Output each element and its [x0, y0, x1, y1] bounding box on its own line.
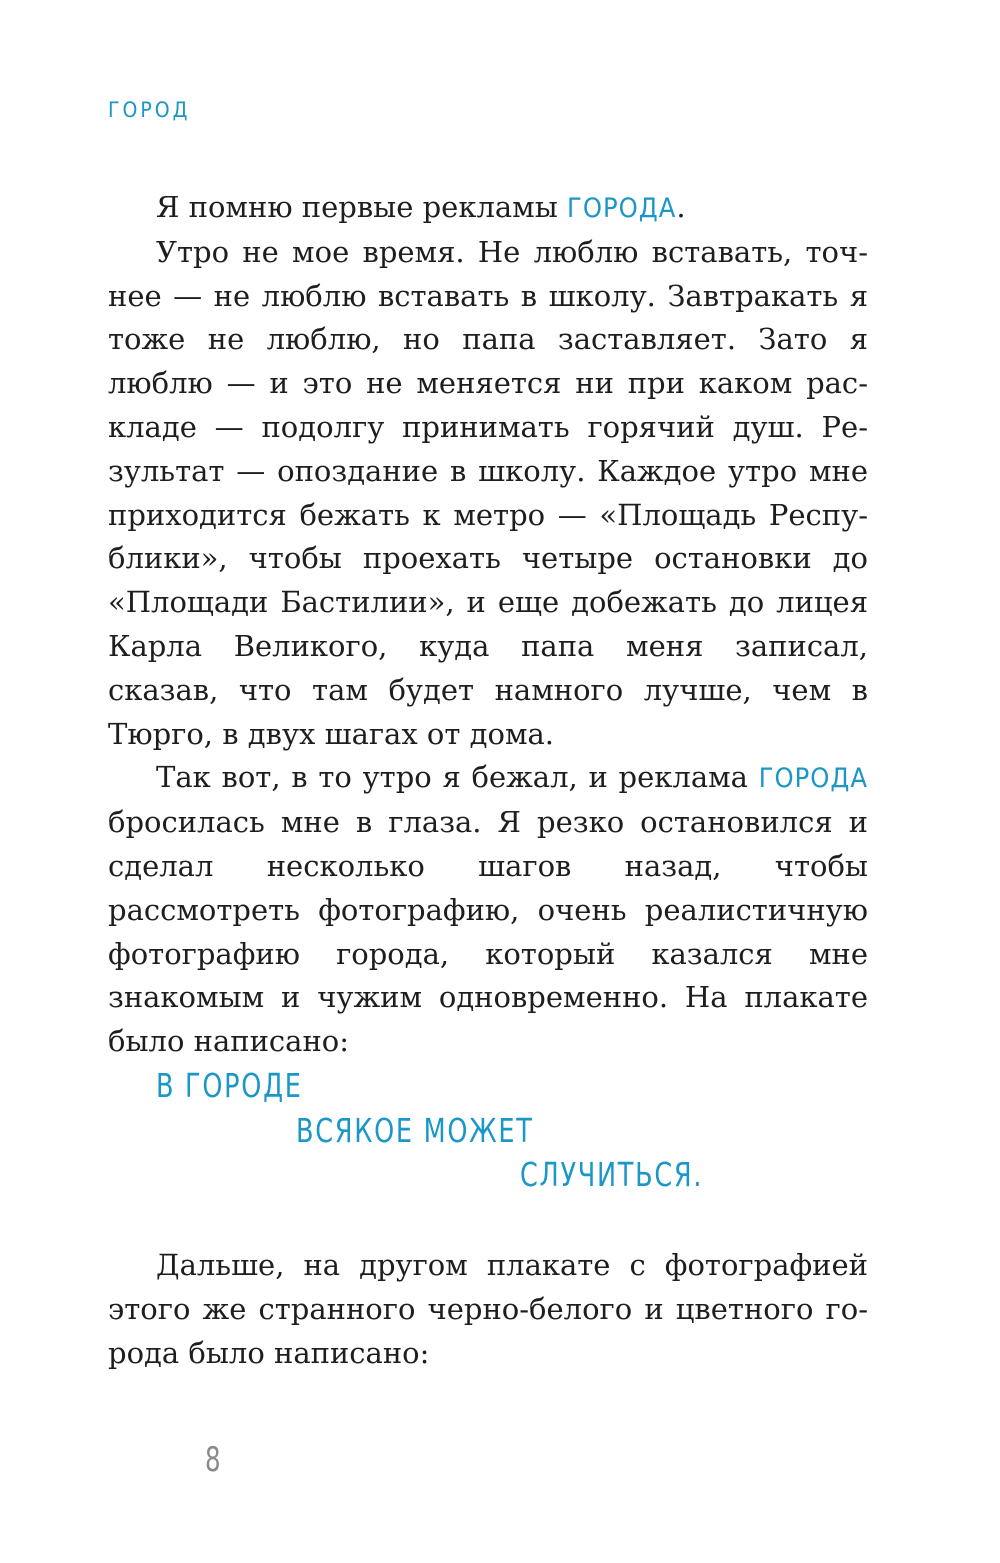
paragraph-3-post: бросилась мне в глаза. Я резко остановился и сделал несколько шагов назад, чтобы рассмотреть фотографию, очень реалистичную фотографию города, который казался мне знакомым и чужим одновременно. На плакате было написано: [108, 805, 868, 1059]
paragraph-1-pre: Я помню первые рекламы [156, 190, 568, 224]
paragraph-2: Утро не мое время. Не люблю вставать, точнее — не люблю вставать в школу. Завтракать я тоже не люблю, но папа заставляет. Зато я люблю — и это не меняется ни при каком раскладе — подолгу принимать горячий душ. Результат — опоздание в школу. Каждое утро мне приходится бежать к метро — «Площадь Республики», чтобы проехать четыре остановки до «Площади Бастилии», и еще добежать до лицея Карла Великого, куда папа меня записал, сказав, что там будет намного лучше, чем в Тюрго, в двух шагах от дома. [108, 234, 868, 751]
paragraph-1-post: . [676, 190, 686, 224]
accent-word-goroda: ГОРОДА [758, 763, 868, 795]
paragraph-4: Дальше, на другом плакате с фотографией этого же странного черно-белого и цветного города было написано: [108, 1248, 868, 1370]
text-block-top [108, 186, 868, 1064]
paragraph-3-pre: Так вот, в то утро я бежал, и реклама [156, 760, 759, 795]
slogan-line-2: ВСЯКОЕ МОЖЕТ [296, 1111, 534, 1150]
accent-word-goroda: ГОРОДА [567, 193, 677, 224]
text-block-bottom [108, 1244, 868, 1375]
slogan-line-1: В ГОРОДЕ [156, 1066, 303, 1105]
slogan-line-3: СЛУЧИТЬСЯ. [520, 1155, 704, 1194]
page-number: 8 [205, 1440, 221, 1480]
paragraph-3 [108, 756, 868, 1064]
running-head: ГОРОД [108, 98, 191, 122]
paragraph-1 [108, 186, 868, 231]
